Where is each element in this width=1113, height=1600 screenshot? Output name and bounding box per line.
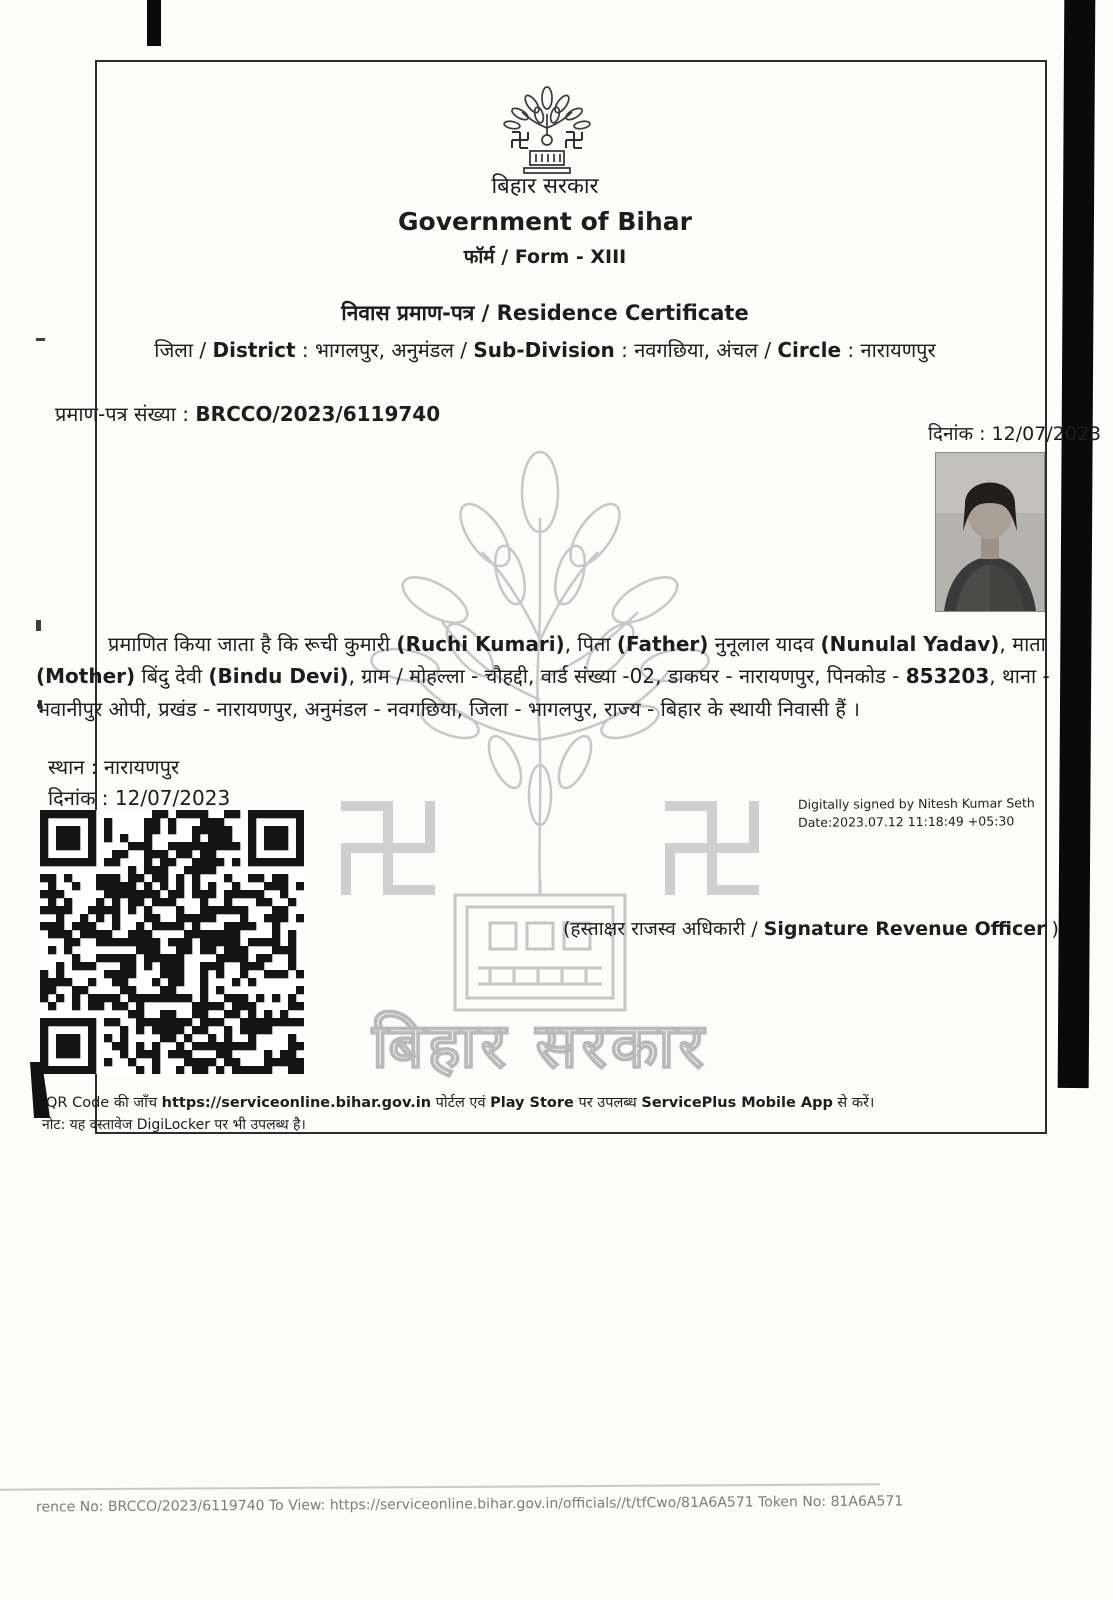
certificate-number-line [55,400,440,427]
certificate-title: निवास प्रमाण-पत्र / Residence Certificate [341,301,749,325]
certificate-header [70,170,1020,363]
form-number: फॉर्म / Form - XIII [463,246,627,268]
district-subdivision-circle-line: जिला / District : भागलपुर, अनुमंडल / Sub-Division : नवगछिया, अंचल / Circle : नारायणपुर [154,338,936,362]
digital-signature-line2: Date:2023.07.12 11:18:49 +05:30 [798,812,1015,830]
digilocker-note: नोट: यह दस्तावेज DigiLocker पर भी उपलब्ध है। [42,1117,306,1133]
certificate-number-value: BRCCO/2023/6119740 [195,402,441,426]
revenue-officer-signature-label: (हस्ताक्षर राजस्व अधिकारी / Signature Revenue Officer ) [563,918,1059,940]
scan-edge-strip [1058,0,1096,1088]
issue-date-top: दिनांक : 12/07/2023 [928,423,1102,445]
org-name-hindi: बिहार सरकार [491,174,599,199]
org-name-english: Government of Bihar [398,207,692,236]
qr-verification-note: QR Code की जाँच https://serviceonline.bihar.gov.in पोर्टल एवं Play Store पर उपलब्ध ServicePlus Mobile App से करें। [46,1095,875,1111]
scan-dash [36,338,45,341]
watermark-tree-emblem [300,440,780,1040]
qr-code [40,810,304,1074]
reference-token-line: rence No: BRCCO/2023/6119740 To View: https://serviceonline.bihar.gov.in/officials//t/tfCwo/81A6A571 Token No: 81A6A571 [35,1493,904,1516]
bihar-emblem-icon [482,84,612,176]
digital-signature-stamp [798,794,1058,831]
issue-place: स्थान : नारायणपुर [48,755,180,779]
digital-signature-line1: Digitally signed by Nitesh Kumar Seth [797,795,1035,812]
certificate-number-label: प्रमाण-पत्र संख्या : [55,402,196,426]
watermark-text: बिहार सरकार [372,1009,708,1082]
certificate-body-text: प्रमाणित किया जाता है कि रूची कुमारी (Ruchi Kumari), पिता (Father) नुनूलाल यादव (Nunulal Yadav), माता (Mother) बिंदु देवी (Bindu Devi), ग्राम / मोहल्ला - चौहद्दी, वार्ड संख्या -02, डाकघर - नारायणपुर, पिनकोड - 853203, थाना - भवानीपुर ओपी, प्रखंड - नारायणपुर, अनुमंडल - नवगछिया, जिला - भागलपुर, राज्य - बिहार के स्थायी निवासी हैं । [36,632,1050,721]
scan-corner-mark [147,0,161,46]
issue-date: दिनांक : 12/07/2023 [48,786,231,810]
issue-place-date [48,752,230,814]
applicant-photo [935,452,1045,612]
scan-fold-line [0,1483,880,1490]
